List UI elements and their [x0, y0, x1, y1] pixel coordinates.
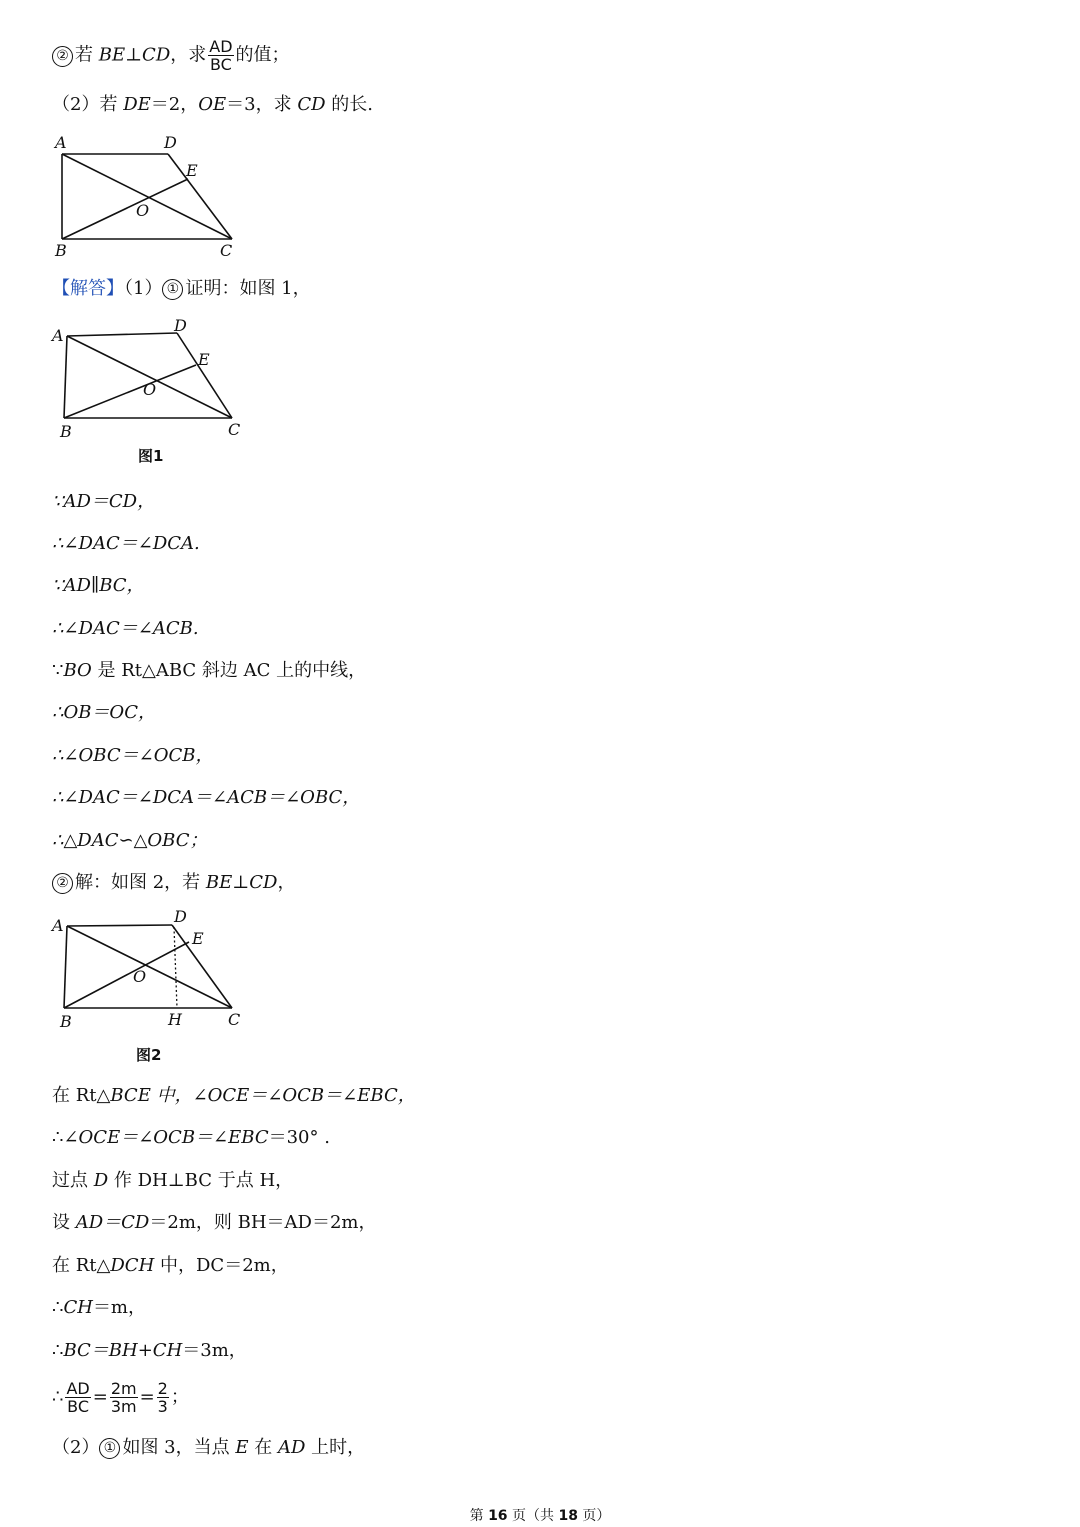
text: 若 — [75, 44, 93, 66]
final-ratio — [52, 1380, 189, 1415]
math: AD∥BC — [63, 575, 127, 596]
segment-ad — [67, 333, 177, 336]
segment-ac — [67, 336, 232, 418]
math-var: CD — [249, 872, 278, 893]
text: 第 — [469, 1508, 489, 1524]
math-var: DE — [123, 94, 151, 115]
label-o: O — [136, 201, 150, 220]
text: 的长. — [331, 94, 373, 115]
proof-line-8 — [52, 785, 360, 811]
symbol: ∴ — [52, 533, 64, 554]
text: ＝3m， — [182, 1340, 247, 1361]
proof-line-2 — [52, 531, 200, 557]
math: CH — [63, 1297, 93, 1318]
math: BC＝BH+CH — [63, 1340, 183, 1361]
math: BCE — [110, 1085, 151, 1106]
circled-number: ① — [162, 279, 183, 300]
segment-ab — [64, 336, 67, 418]
text: 作 DH⊥BC 于点 H， — [108, 1170, 294, 1191]
circled-number: ① — [99, 1438, 120, 1459]
text: 页） — [577, 1508, 611, 1524]
label-b: B — [55, 241, 67, 260]
fraction-denominator: BC — [67, 1397, 90, 1416]
text: 在 Rt△ — [52, 1085, 111, 1106]
fraction-numerator: 2 — [157, 1379, 168, 1398]
label-a: A — [52, 916, 64, 935]
figure-caption: 图1 — [138, 447, 164, 465]
text: ＝2， — [150, 94, 199, 115]
symbol: ∴ — [52, 830, 64, 851]
symbol: ∵ — [52, 575, 64, 596]
segment-ab — [64, 926, 67, 1008]
segment-be — [64, 942, 189, 1008]
text: 在 Rt△ — [52, 1255, 111, 1276]
text: 的值； — [235, 44, 290, 66]
label-d: D — [164, 133, 177, 152]
label-c: C — [228, 420, 241, 439]
text: ＝2m，则 BH＝AD＝2m， — [149, 1212, 377, 1233]
label-c: C — [228, 1010, 241, 1029]
proof2-line-2 — [52, 1125, 330, 1151]
text: 过点 — [52, 1170, 94, 1191]
math: AD＝CD — [75, 1212, 150, 1233]
text: ＝30° . — [268, 1127, 330, 1148]
fraction-ad-bc — [65, 1380, 90, 1415]
label-o: O — [133, 967, 147, 986]
proof-line-5 — [52, 658, 366, 684]
math: AD＝CD — [63, 491, 138, 512]
label-c: C — [220, 241, 233, 260]
circled-number: ② — [52, 873, 73, 894]
proof2-line-4 — [52, 1210, 377, 1236]
text: . — [194, 533, 200, 554]
segment-be — [62, 179, 188, 239]
text: ，求 — [170, 44, 207, 66]
part2-case-1 — [52, 1435, 365, 1461]
math-var: CD — [297, 94, 326, 115]
text: ∴ — [52, 1297, 64, 1318]
page-total: 18 — [558, 1508, 578, 1524]
label-h: H — [168, 1010, 182, 1029]
math-var: CD — [142, 44, 171, 66]
perp-symbol: ⊥ — [125, 44, 143, 66]
math-var: BE — [98, 44, 126, 66]
fraction-2m-3m — [110, 1380, 138, 1415]
proof-line-9 — [52, 828, 208, 854]
figure-caption: 图2 — [136, 1046, 162, 1064]
figure-1 — [50, 315, 260, 470]
label-e: E — [198, 350, 210, 369]
text: （1） — [124, 278, 163, 299]
text: （2）若 — [52, 94, 118, 115]
segment-dc — [168, 154, 232, 239]
math-var: E — [235, 1437, 249, 1458]
proof-line-3 — [52, 573, 145, 599]
text: 中，∠OCE＝∠OCB＝∠EBC， — [150, 1085, 416, 1106]
text: ∴ — [52, 1127, 64, 1148]
math-var: OE — [198, 94, 227, 115]
text: ＝m， — [92, 1297, 147, 1318]
symbol: ∴ — [52, 787, 64, 808]
text: . — [192, 618, 199, 639]
segment-dh-dotted — [174, 927, 177, 1008]
fraction-denominator: BC — [209, 55, 232, 74]
answer-tag: 【解答】 — [52, 278, 124, 299]
label-a: A — [55, 133, 67, 152]
math-var: AD — [277, 1437, 306, 1458]
segment-dc — [177, 333, 232, 418]
fraction-2-3 — [157, 1380, 169, 1415]
symbol: ∵ — [52, 660, 64, 681]
text: 如图 3，当点 — [122, 1437, 236, 1458]
label-d: D — [174, 316, 187, 335]
math: OB＝OC — [63, 702, 138, 723]
symbol: ∵ — [52, 491, 64, 512]
proof-line-4 — [52, 616, 199, 642]
answer-heading — [52, 276, 311, 302]
label-b: B — [60, 422, 72, 441]
label-a: A — [52, 326, 64, 345]
symbol: ∴ — [52, 702, 64, 723]
label-d: D — [174, 907, 187, 926]
fraction — [208, 38, 233, 73]
text: ， — [137, 491, 156, 512]
proof-line-7 — [52, 743, 213, 769]
page-footer — [0, 1505, 1080, 1525]
fraction-denominator: 3 — [157, 1397, 168, 1416]
part2-heading — [52, 870, 295, 896]
label-b: B — [60, 1012, 72, 1031]
perp-symbol: ⊥ — [232, 872, 250, 893]
text: （2） — [52, 1437, 100, 1458]
text: ， — [126, 575, 145, 596]
fraction-numerator: AD — [66, 1379, 90, 1398]
page-number: 16 — [488, 1508, 508, 1524]
proof2-line-3 — [52, 1168, 293, 1194]
segment-ac — [67, 926, 232, 1008]
text: 证明：如图 1， — [185, 278, 311, 299]
text: 是 Rt△ABC 斜边 AC 上的中线， — [91, 660, 367, 681]
text: 在 — [248, 1437, 278, 1458]
text: ， — [137, 702, 156, 723]
symbol: ∴ — [52, 618, 64, 639]
text: ， — [195, 745, 214, 766]
math: DCH — [110, 1255, 155, 1276]
text: 设 — [52, 1212, 76, 1233]
text: ， — [342, 787, 361, 808]
symbol: ∴ — [52, 745, 64, 766]
math-var: BE — [205, 872, 233, 893]
text: 上时， — [305, 1437, 366, 1458]
proof2-line-5 — [52, 1253, 289, 1279]
label-o: O — [143, 380, 157, 399]
segment-be — [64, 365, 196, 418]
question-1-2 — [52, 38, 290, 73]
equals-sign: = — [92, 1386, 108, 1408]
math: ∠DAC＝∠DCA＝∠ACB＝∠OBC — [63, 787, 343, 808]
equals-sign: = — [139, 1386, 155, 1408]
fraction-numerator: AD — [209, 37, 233, 56]
text: 解：如图 2，若 — [75, 872, 206, 893]
proof2-line-7 — [52, 1338, 247, 1364]
math: ∠OCE＝∠OCB＝∠EBC — [63, 1127, 269, 1148]
math: ∠OBC＝∠OCB — [63, 745, 196, 766]
question-2 — [52, 92, 373, 118]
proof2-line-1 — [52, 1083, 416, 1109]
proof-line-6 — [52, 700, 156, 726]
label-e: E — [186, 161, 198, 180]
math: ∠DAC＝∠DCA — [63, 533, 195, 554]
math: D — [93, 1170, 109, 1191]
label-e: E — [192, 929, 204, 948]
text: ； — [189, 830, 208, 851]
math: △DAC∽△OBC — [63, 830, 190, 851]
text: 页（共 — [507, 1508, 559, 1524]
figure-2 — [50, 905, 260, 1065]
segment-ad — [67, 925, 172, 926]
fraction-numerator: 2m — [110, 1379, 137, 1398]
proof-line-1 — [52, 489, 155, 515]
symbol: ∴ — [52, 1386, 64, 1408]
circled-number: ② — [52, 46, 73, 67]
text: ＝3，求 — [226, 94, 292, 115]
math: ∠DAC＝∠ACB — [63, 618, 193, 639]
fraction-denominator: 3m — [110, 1397, 137, 1416]
text: ； — [170, 1386, 189, 1408]
proof2-line-6 — [52, 1295, 146, 1321]
text: ， — [277, 872, 296, 893]
text: 中，DC＝2m， — [154, 1255, 289, 1276]
problem-figure — [50, 130, 250, 260]
text: ∴ — [52, 1340, 64, 1361]
math: BO — [63, 660, 92, 681]
